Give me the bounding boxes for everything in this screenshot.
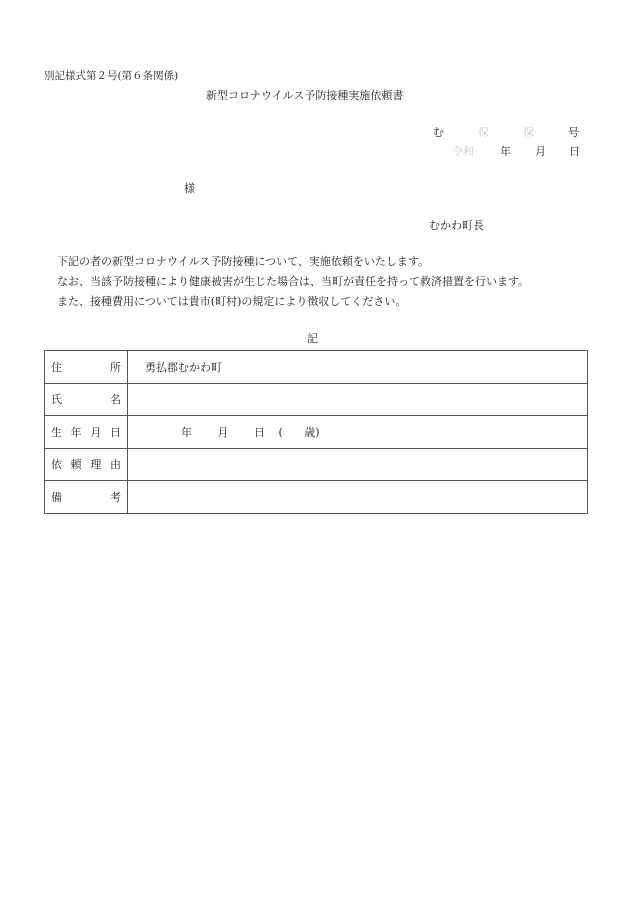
body-line: 下記の者の新型コロナウイルス予防接種について、実施依頼をいたします。 [57, 255, 430, 268]
remarks-value[interactable] [128, 481, 588, 514]
table-row-address [45, 351, 588, 384]
doc-date-month: 月 [535, 145, 546, 158]
document-title: 新型コロナウイルス予防接種実施依頼書 [206, 89, 404, 102]
info-table [44, 350, 588, 514]
label-char: 月 [90, 425, 102, 439]
label-char: 名 [110, 393, 121, 407]
ki-marker: 記 [307, 332, 318, 345]
birthdate-value[interactable] [128, 416, 588, 449]
label-char: 理 [90, 458, 102, 472]
label-char: 氏 [51, 393, 62, 407]
age-suffix: 歳) [304, 425, 320, 439]
label-char: 年 [70, 425, 82, 439]
doc-date-year: 年 [500, 145, 511, 158]
table-row-reason [45, 448, 588, 481]
label-char: 由 [109, 458, 121, 472]
name-value[interactable] [128, 383, 588, 416]
name-label [45, 383, 128, 416]
form-label: 別記様式第２号(第６条関係) [44, 70, 179, 82]
birthdate-label [45, 416, 128, 449]
age-open-paren: ( [278, 425, 283, 439]
label-char: 生 [51, 425, 62, 439]
reason-value[interactable] [128, 448, 588, 481]
birth-year: 年 [181, 425, 192, 439]
label-char: 日 [109, 425, 121, 439]
doc-number-suffix: 号 [568, 126, 579, 139]
sender-name: むかわ町長 [429, 219, 484, 232]
birth-day: 日 [254, 425, 265, 439]
address-value: 勇払郡むかわ町 [128, 351, 588, 384]
body-line: なお、当該予防接種により健康被害が生じた場合は、当町が責任を持って救済措置を行います。 [57, 275, 530, 288]
doc-number-part: 保 [478, 126, 489, 139]
birth-month: 月 [217, 425, 229, 439]
label-char: 所 [110, 360, 121, 374]
reason-label [45, 448, 128, 481]
doc-number-part: 保 [523, 126, 534, 139]
body-line: また、接種費用については貴市(町村)の規定により徴収してください。 [57, 295, 407, 308]
doc-number-prefix: む [433, 126, 444, 139]
label-char: 備 [51, 490, 62, 504]
table-row-remarks [45, 481, 588, 514]
doc-date-era: 令和 [452, 145, 474, 158]
label-char: 住 [51, 360, 62, 374]
table-row-name [45, 383, 588, 416]
remarks-label [45, 481, 128, 514]
label-char: 依 [51, 458, 62, 472]
doc-date-day: 日 [569, 145, 580, 158]
address-label [45, 351, 128, 384]
recipient-honorific: 様 [184, 182, 195, 195]
label-char: 頼 [70, 458, 82, 472]
label-char: 考 [110, 490, 121, 504]
table-row-birthdate [45, 416, 588, 449]
